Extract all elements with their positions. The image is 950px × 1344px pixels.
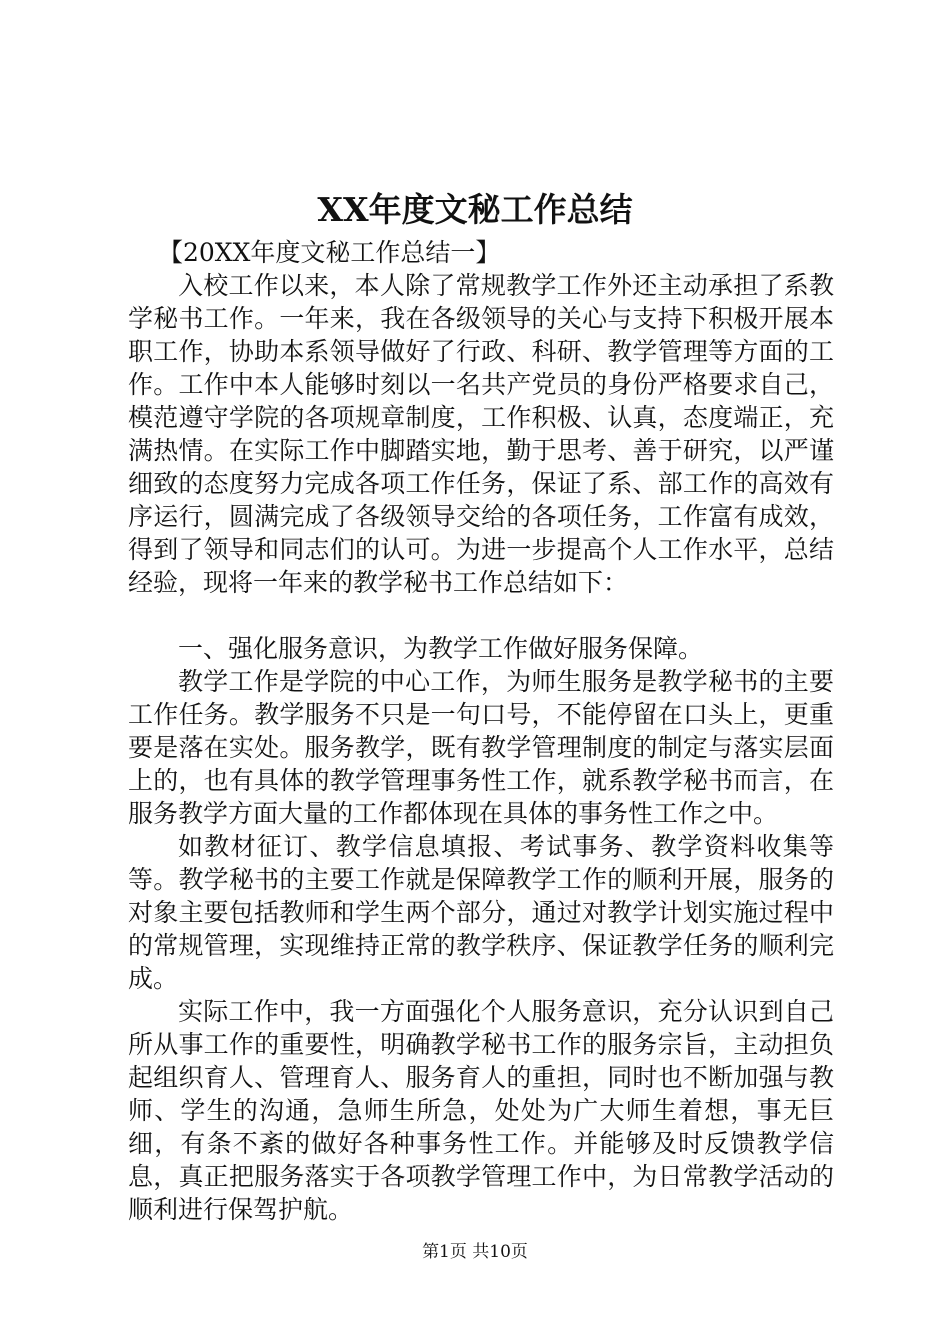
paragraph: 如教材征订、教学信息填报、考试事务、教学资料收集等等。教学秘书的主要工作就是保障教学工作的顺利开展，服务的对象主要包括教师和学生两个部分，通过对教学计划实施过程中的常规管理，实现维持正常的教学秩序、保证教学任务的顺利完成。	[128, 832, 834, 993]
document-title: XX年度文秘工作总结	[317, 190, 633, 229]
document-body	[128, 236, 834, 1226]
section-heading: 一、强化服务意识，为教学工作做好服务保障。	[178, 634, 704, 663]
paragraph: 教学工作是学院的中心工作，为师生服务是教学秘书的主要工作任务。教学服务不只是一句口号，不能停留在口头上，更重要是落在实处。服务教学，既有教学管理制度的制定与落实层面上的，也有具体的教学管理事务性工作，就系教学秘书而言，在服务教学方面大量的工作都体现在具体的事务性工作之中。	[128, 667, 834, 828]
page-number-footer: 第1页 共10页	[422, 1242, 528, 1262]
paragraph: 实际工作中，我一方面强化个人服务意识，充分认识到自己所从事工作的重要性，明确教学秘书工作的服务宗旨，主动担负起组织育人、管理育人、服务育人的重担，同时也不断加强与教师、学生的沟通，急师生所急，处处为广大师生着想，事无巨细，有条不紊的做好各种事务性工作。并能够及时反馈教学信息，真正把服务落实于各项教学管理工作中，为日常教学活动的顺利进行保驾护航。	[128, 997, 834, 1224]
section-subtitle: 【20XX年度文秘工作总结一】	[158, 238, 501, 267]
paragraph-intro: 入校工作以来，本人除了常规教学工作外还主动承担了系教学秘书工作。一年来，我在各级领导的关心与支持下积极开展本职工作，协助本系领导做好了行政、科研、教学管理等方面的工作。工作中本人能够时刻以一名共产党员的身份严格要求自己，模范遵守学院的各项规章制度，工作积极、认真，态度端正，充满热情。在实际工作中脚踏实地，勤于思考、善于研究，以严谨细致的态度努力完成各项工作任务，保证了系、部工作的高效有序运行，圆满完成了各级领导交给的各项任务，工作富有成效，得到了领导和同志们的认可。为进一步提高个人工作水平，总结经验，现将一年来的教学秘书工作总结如下：	[128, 271, 834, 597]
